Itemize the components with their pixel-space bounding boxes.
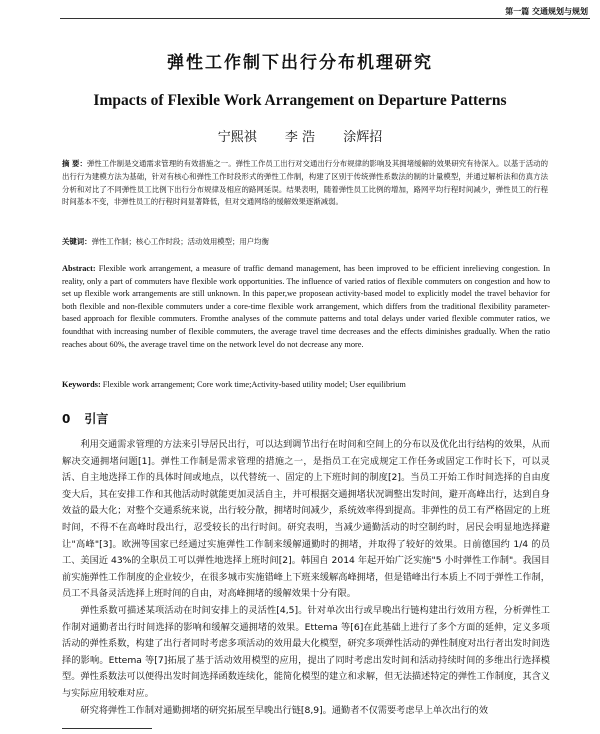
title-english: Impacts of Flexible Work Arrangement on Departure Patterns [93, 92, 507, 109]
keywords-cn-text: 弹性工作制；核心工作时段；活动效用模型；用户均衡 [91, 237, 269, 246]
abstract-en-label: Abstract: [62, 264, 96, 273]
body-paragraph: 研究将弹性工作制对通勤拥堵的研究拓展至早晚出行链[8,9]。通勤者不仅需要考虑早上单次出行的效 [80, 704, 489, 716]
footnote-rule [62, 728, 152, 729]
abstract-english [62, 263, 550, 351]
body-paragraph: 利用交通需求管理的方法来引导居民出行，可以达到调节出行在时间和空间上的分布以及优化出行结构的效果，从而解决交通拥堵问题[1]。弹性工作制是需求管理的措施之一，是指员工在完成规定工作任务或固定工作时长下，可以灵活、自主地选择工作的具体时间或地点，以代替统一、固定的上下班时间的制度[2]。当员工开始工作时间选择的自由度变大后，其在安排工作和其他活动时就能更加灵活自主，并可根据交通拥堵状况调整出发时间，避开高峰出行，达到自身效益的最大化；对整个交通系统来说，出行较分散，拥堵时间减少，系统效率得到提高。非弹性的员工有严格固定的上班时间，不得不在高峰时段出行，忍受较长的出行时间。研究表明，当减少通勤活动的时空制约时，居民会明显地选择避让"高峰"[3]。欧洲等国家已经通过实施弹性工作制来缓解通勤时的拥堵，并取得了较好的效果。日前德国约 1/4 的员工、美国近 43%的全职员工可以弹性地选择上班时间[2]。韩国自 2014 年起开始广泛实施"5 小时弹性工作制"。我国目前实施弹性工作制度的企业较少，在很多城市实施错峰上下班来缓解高峰拥堵，但是错峰出行本质上不同于弹性工作制，员工不具备灵活选择上班时间的自由，对高峰拥堵的缓解效果十分有限。 [62, 439, 550, 600]
keywords-chinese [62, 236, 548, 247]
abstract-chinese [62, 158, 548, 209]
abstract-cn-text: 弹性工作制是交通需求管理的有效措施之一。弹性工作员工出行对交通出行分布规律的影响及其拥堵缓解的效果研究有待深入。以基于活动的出行行为建模方法为基础，针对有核心和弹性工作时段形式的弹性工作制，构建了区别于传统弹性系数法的制的计量模型，并通过解析法和仿真方法分析和对比了不同弹性员工比例下出行分布规律及相应的路网延误。结果表明，随着弹性员工比例的增加，路网平均行程时间减少，弹性员工的行程时间基本不变，非弹性员工的行程时间显著降低，但对交通网络的缓解效果逐渐减弱。 [62, 159, 548, 207]
body-paragraph: 弹性系数可描述某项活动在时间安排上的灵活性[4,5]。针对单次出行或早晚出行链构建出行效用方程，分析弹性工作制对通勤者出行时间选择的影响和缓解交通拥堵的效果。Ettema 等[6]在此基础上进行了多个方面的延伸，定义多项活动的弹性系数，构建了出行者同时考虑多项活动的效用最大化模型，研究多项弹性活动的弹性制度对出行者出发时间选择的影响。Ettema 等[7]拓展了基于活动效用模型的应用，提出了同时考虑出发时间和活动持续时间的多维出行选择模型。弹性系数法可以便得出发时间选择函数连续化，能简化模型的建立和求解，但无法描述特定的弹性工作制度，其含义与实际应用较难对应。 [62, 604, 550, 699]
abstract-en-text: Flexible work arrangement, a measure of traffic demand management, has been improved to be efficient inrelieving congestion. In reality, only a part of commuters have flexible work opportunities. The influence of varied ratios of flexible commuters on congestion and how to set up flexible work arrangements are still unknown. In this paper,we proposean activity-based model to explicitly model the travel behavior for both flexible and non-flexible commuters under a core-time flexible work arrangement, which differs from the traditional flexibility parameter-based approach for flexible commuters. Fromthe analyses of the commute patterns and total delays under varied flexible commuter ratios, we foundthat with increasing number of flexible commuters, the average travel time decreases and the effects diminishes gradually. When the ratio reaches about 60%, the average travel time on the network level do not decrease any more. [62, 264, 551, 349]
section-title: 引言 [84, 412, 109, 426]
author-name: 李 浩 [284, 130, 316, 145]
running-head: 第一篇 交通规划与规划 [505, 7, 588, 16]
section-heading [62, 410, 108, 427]
title-chinese: 弹性工作制下出行分布机理研究 [167, 53, 433, 73]
keywords-cn-label: 关键词： [62, 237, 92, 246]
section-number: 0 [62, 412, 71, 426]
author-name: 涂辉招 [343, 130, 383, 145]
header-rule [60, 18, 590, 19]
keywords-en-text: Flexible work arrangement; Core work time;Activity-based utility model; User equilibrium [102, 380, 406, 389]
author-list [0, 126, 600, 145]
keywords-english [62, 380, 550, 389]
body-text [62, 437, 550, 719]
abstract-cn-label: 摘 要： [62, 159, 87, 168]
keywords-en-label: Keywords: [62, 380, 101, 389]
author-name: 宁熙祺 [217, 130, 257, 145]
